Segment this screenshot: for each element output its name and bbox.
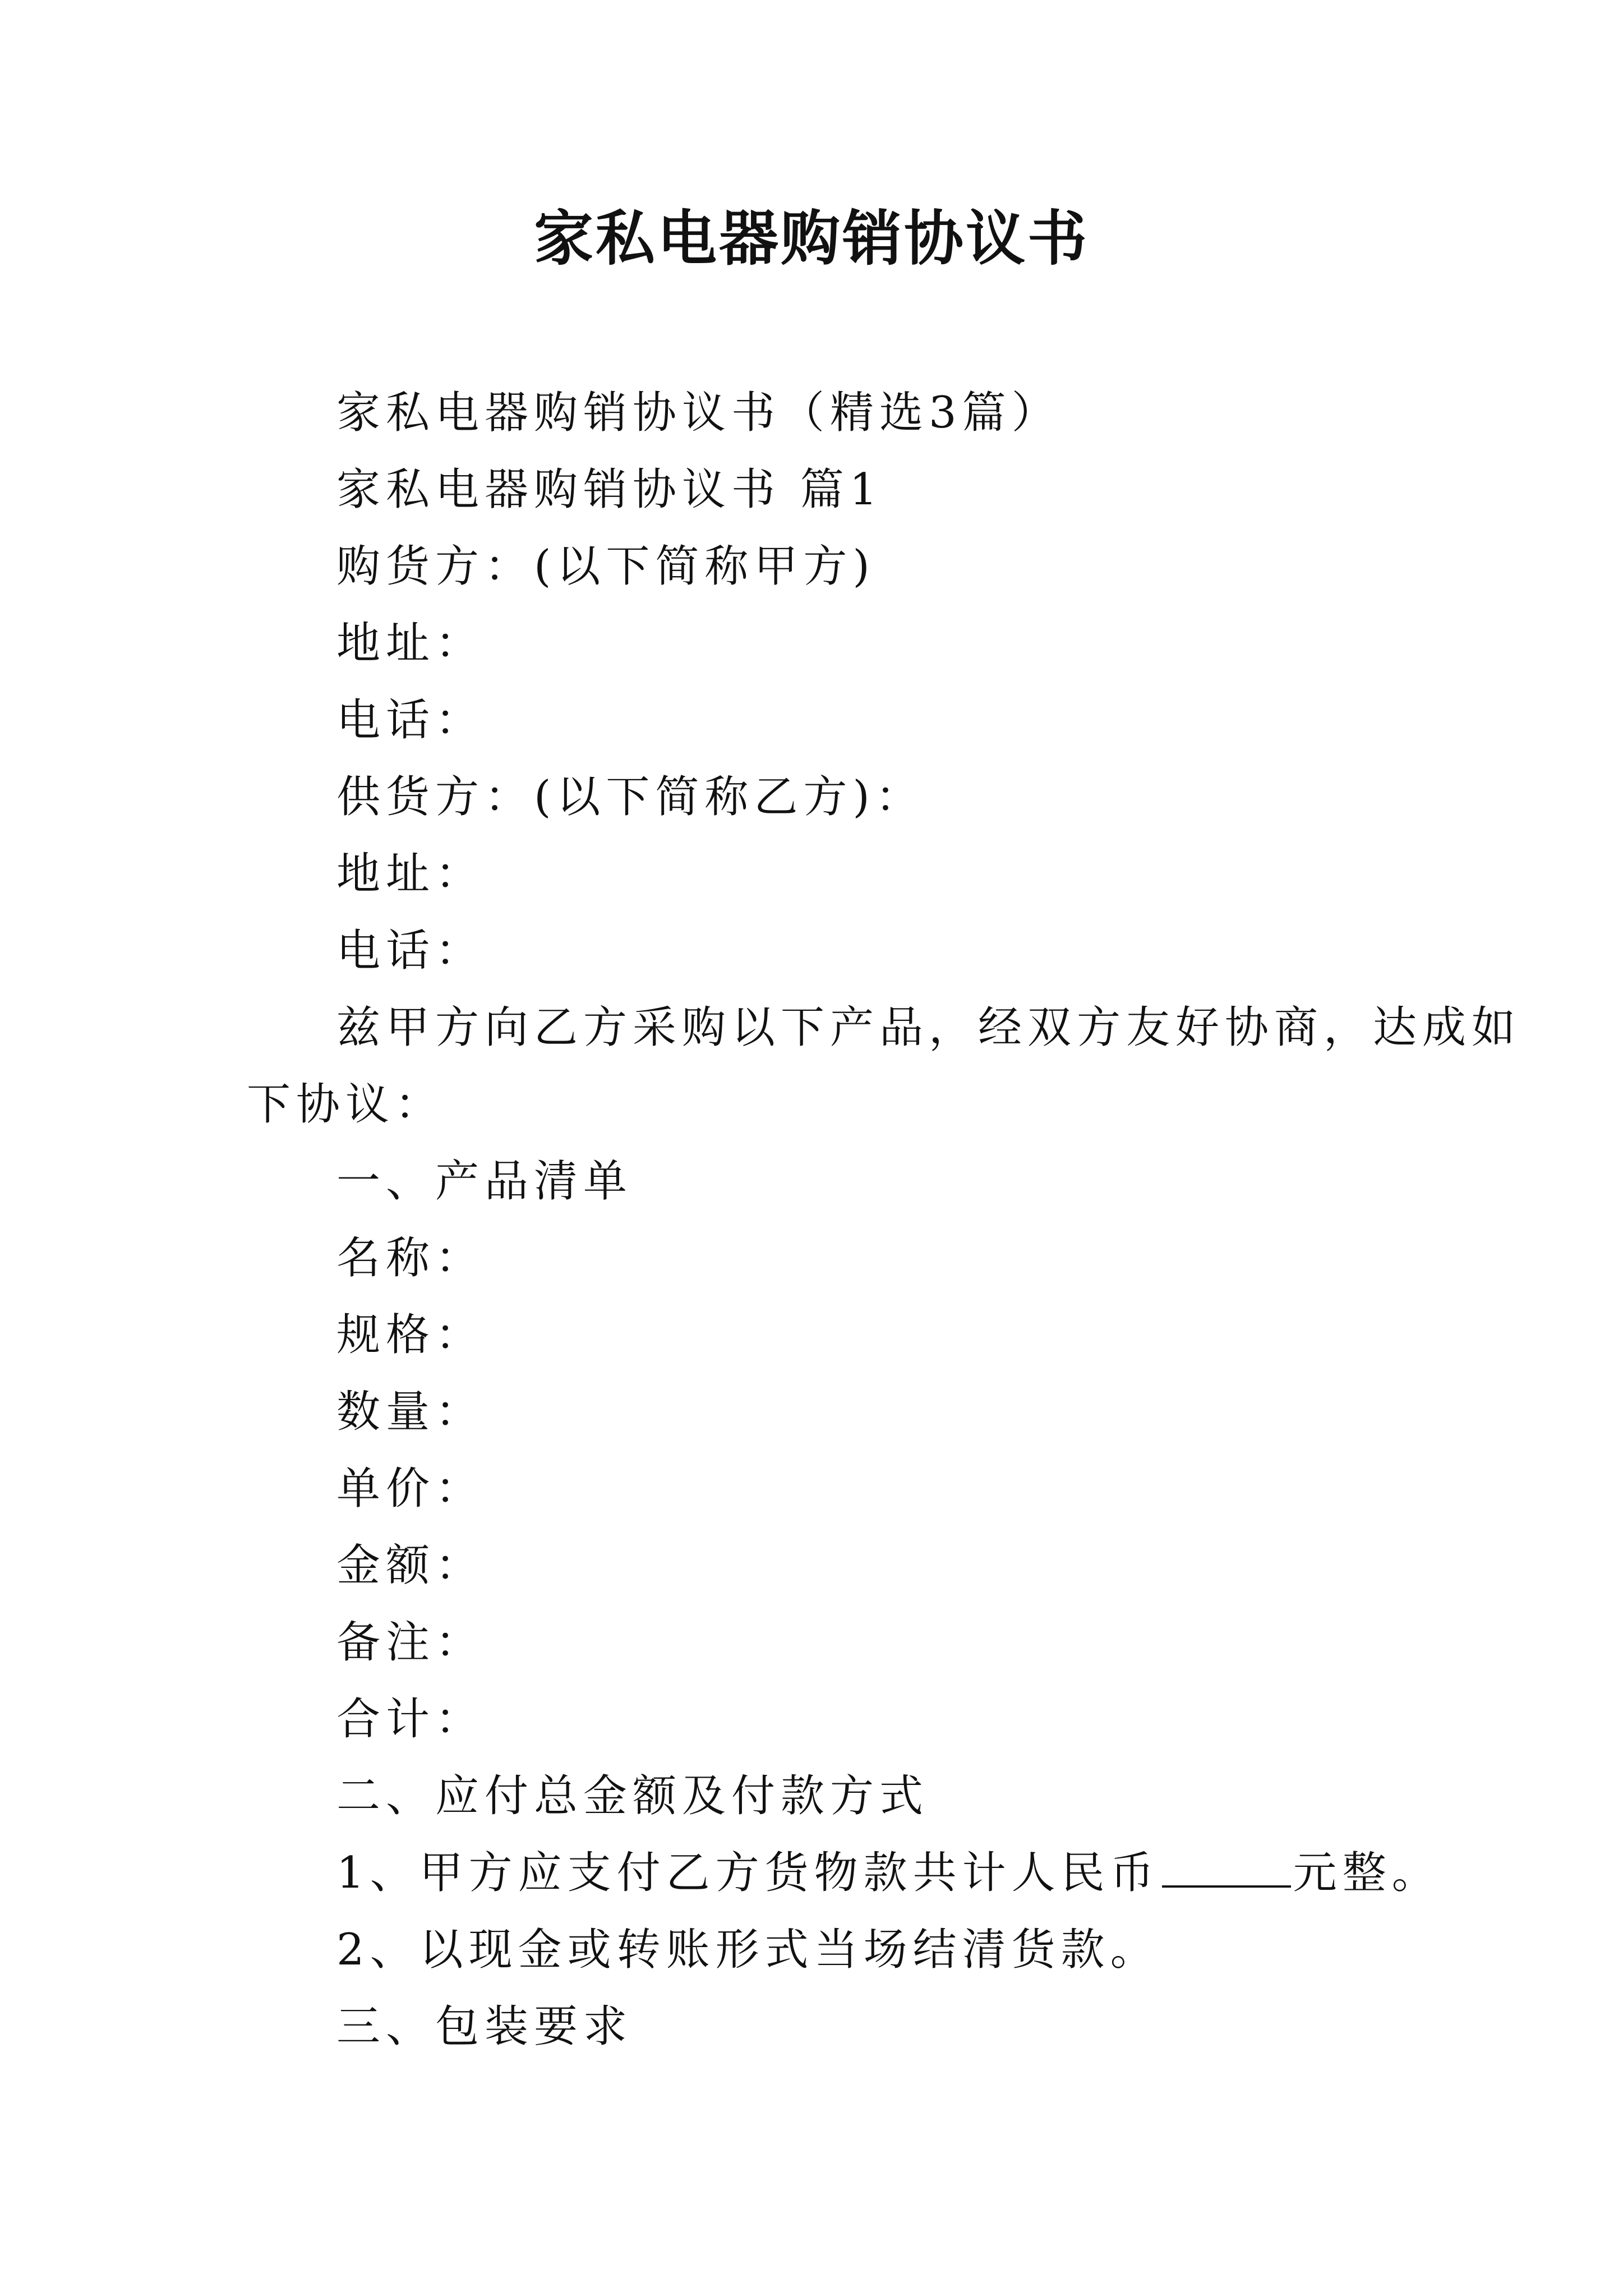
field-remarks: 备注：	[336, 1617, 485, 1668]
payment-item-1-suffix: 元整。	[1293, 1848, 1441, 1898]
supplier-address: 地址：	[336, 849, 485, 899]
supplier-label: 供货方：(以下简称乙方)：	[336, 772, 925, 822]
section-2-heading: 二、应付总金额及付款方式	[336, 1771, 929, 1821]
payment-item-2: 2、以现金或转账形式当场结清货款。	[336, 1925, 1160, 1975]
document-subtitle: 家私电器购销协议书（精选3篇）	[336, 388, 1061, 438]
intro-paragraph-line-2: 下协议：	[247, 1079, 445, 1130]
intro-paragraph-line-1: 兹甲方向乙方采购以下产品，经双方友好协商，达成如	[336, 1002, 1521, 1053]
buyer-address: 地址：	[336, 618, 485, 669]
amount-blank-line	[1162, 1846, 1291, 1888]
field-unit-price: 单价：	[336, 1464, 485, 1514]
article-heading: 家私电器购销协议书 篇1	[336, 464, 883, 515]
field-name: 名称：	[336, 1233, 485, 1283]
field-amount: 金额：	[336, 1540, 485, 1591]
field-total: 合计：	[336, 1694, 485, 1745]
buyer-phone: 电话：	[336, 695, 485, 746]
supplier-phone: 电话：	[336, 926, 485, 976]
buyer-label: 购货方：(以下简称甲方)	[336, 541, 875, 592]
payment-item-1-prefix: 1、甲方应支付乙方货物款共计人民币	[336, 1848, 1160, 1898]
field-spec: 规格：	[336, 1310, 485, 1360]
document-title: 家私电器购销协议书	[534, 203, 1089, 273]
section-3-heading: 三、包装要求	[336, 2001, 633, 2052]
payment-item-1	[336, 1845, 1441, 1901]
section-1-heading: 一、产品清单	[336, 1156, 633, 1207]
field-quantity: 数量：	[336, 1387, 485, 1437]
